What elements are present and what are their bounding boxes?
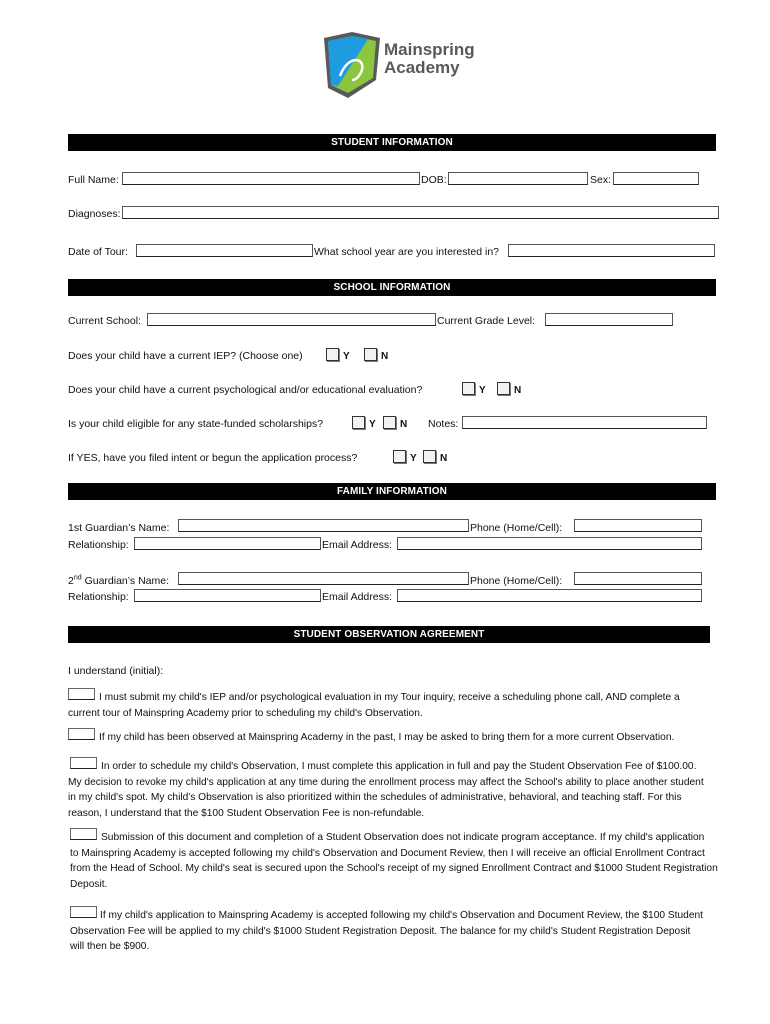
dob-field[interactable] (448, 172, 588, 185)
iep-yes-checkbox[interactable] (326, 348, 339, 361)
evaluation-question: Does your child have a current psychological and/or educational evaluation? (68, 384, 423, 396)
academy-logo (318, 30, 478, 102)
intent-question: If YES, have you filed intent or begun the application process? (68, 452, 358, 464)
agreement-header: STUDENT OBSERVATION AGREEMENT (68, 626, 710, 643)
guardian1-prefix: 1st (68, 522, 83, 534)
iep-no-label: N (381, 351, 389, 362)
agreement-intro: I understand (initial): (68, 665, 164, 677)
guardian2-name-text: Guardian’s Name: (84, 575, 169, 587)
current-school-label: Current School: (68, 315, 141, 327)
guardian2-relationship-field[interactable] (134, 589, 321, 602)
guardian2-prefix: 2 (68, 575, 74, 587)
agreement-item-3-line: My decision to revoke my child's application at any time during the enrollment process may affect the School's ability to place another student (68, 776, 704, 788)
agreement-item-1-line: I must submit my child's IEP and/or psychological evaluation in my Tour inquiry, receive a scheduling phone call, AND complete a (99, 692, 680, 703)
intent-yes-label: Y (410, 453, 417, 464)
dob-label: DOB: (421, 174, 447, 186)
school-year-label: What school year are you interested in? (314, 246, 500, 258)
guardian1-email-field[interactable] (397, 537, 702, 550)
iep-question: Does your child have a current IEP? (Choose one) (68, 350, 303, 362)
school-info-header: SCHOOL INFORMATION (68, 279, 716, 296)
notes-label: Notes: (428, 418, 459, 430)
agreement-item-2-line: If my child has been observed at Mainspring Academy in the past, I may be asked to bring them for a more current Observation. (99, 732, 675, 743)
scholarship-yes-label: Y (369, 419, 376, 430)
full-name-field[interactable] (122, 172, 420, 185)
diagnoses-label: Diagnoses: (68, 208, 121, 220)
date-of-tour-label: Date of Tour: (68, 246, 128, 258)
guardian2-prefix-sup: nd (73, 574, 82, 582)
sex-label: Sex: (590, 174, 612, 186)
sex-field[interactable] (613, 172, 699, 185)
agreement-item-5-line: If my child's application to Mainspring Academy is accepted following my child's Observation and Document Review, the $100 Student (100, 910, 704, 921)
agreement-item-2 (68, 730, 728, 746)
agreement-item-4-line: Deposit. (70, 878, 108, 890)
iep-yes-label: Y (343, 351, 350, 362)
agreement-item-5-line: Observation Fee will be applied to my child's $1000 Student Registration Deposit. The balance for my child's Student Registration Deposit (70, 925, 691, 937)
diagnoses-field[interactable] (122, 206, 719, 219)
school-year-field[interactable] (508, 244, 715, 257)
agreement-item-1 (68, 690, 728, 721)
agreement-item-4-line: Submission of this document and completion of a Student Observation does not indicate program acceptance. If my child's application (101, 832, 705, 843)
scholarship-yes-checkbox[interactable] (352, 416, 365, 429)
guardian1-phone-label: Phone (Home/Cell): (470, 522, 563, 534)
guardian2-email-field[interactable] (397, 589, 702, 602)
logo-shield-icon (318, 30, 384, 100)
intent-no-label: N (440, 453, 448, 464)
guardian2-name-field[interactable] (178, 572, 469, 585)
scholarship-question: Is your child eligible for any state-funded scholarships? (68, 418, 324, 430)
agreement-item-4-line: from the Head of School. My child's seat is secured upon the School's receipt of my signed Enrollment Contract and $1000 Student Registration (70, 863, 718, 874)
full-name-label: Full Name: (68, 174, 119, 186)
agreement-item-3-line: reason, I understand that the $100 Student Observation Fee is non-refundable. (68, 807, 425, 819)
scholarship-no-checkbox[interactable] (383, 416, 396, 429)
guardian2-email-label: Email Address: (322, 591, 393, 603)
iep-no-checkbox[interactable] (364, 348, 377, 361)
intent-no-checkbox[interactable] (423, 450, 436, 463)
notes-field[interactable] (462, 416, 707, 429)
guardian1-name-field[interactable] (178, 519, 469, 532)
guardian1-relationship-field[interactable] (134, 537, 321, 550)
current-school-field[interactable] (147, 313, 436, 326)
evaluation-yes-checkbox[interactable] (462, 382, 475, 395)
agreement-item-4-line: to Mainspring Academy is accepted following my child's Observation and Document Review, then I will receive an official Enrollment Contract (70, 847, 705, 859)
guardian1-phone-field[interactable] (574, 519, 702, 532)
agreement-item-1-line: current tour of Mainspring Academy prior to scheduling my child's Observation. (68, 707, 423, 719)
guardian1-name-label (68, 522, 169, 535)
agreement-item-5 (70, 908, 750, 955)
intent-yes-checkbox[interactable] (393, 450, 406, 463)
guardian1-name-text: Guardian’s Name: (84, 522, 170, 534)
evaluation-no-label: N (514, 385, 522, 396)
guardian2-phone-label: Phone (Home/Cell): (470, 575, 563, 587)
agreement-item-3-line: In order to schedule my child's Observation, I must complete this application in full and pay the Student Observation Fee of $100.00. (101, 761, 697, 772)
logo-wordmark-line2: Academy (384, 58, 460, 77)
agreement-item-3-line: in my child's spot. My child's Observation is also prioritized within the schedules of administrative, behavioral, and teaching staff. For this (68, 792, 682, 803)
agreement-item-3 (68, 759, 748, 821)
evaluation-no-checkbox[interactable] (497, 382, 510, 395)
grade-level-label: Current Grade Level: (437, 315, 536, 327)
date-of-tour-field[interactable] (136, 244, 313, 257)
agreement-item-4 (70, 830, 750, 892)
guardian1-email-label: Email Address: (322, 539, 393, 551)
scholarship-no-label: N (400, 419, 408, 430)
agreement-item-5-line: will then be $900. (70, 941, 150, 952)
guardian1-relationship-label: Relationship: (68, 539, 129, 551)
guardian2-relationship-label: Relationship: (68, 591, 129, 603)
grade-level-field[interactable] (545, 313, 673, 326)
student-info-header: STUDENT INFORMATION (68, 134, 716, 151)
evaluation-yes-label: Y (479, 385, 486, 396)
guardian2-phone-field[interactable] (574, 572, 702, 585)
logo-wordmark-line1: Mainspring (384, 40, 475, 59)
guardian2-name-label (68, 575, 169, 588)
family-info-header: FAMILY INFORMATION (68, 483, 716, 500)
